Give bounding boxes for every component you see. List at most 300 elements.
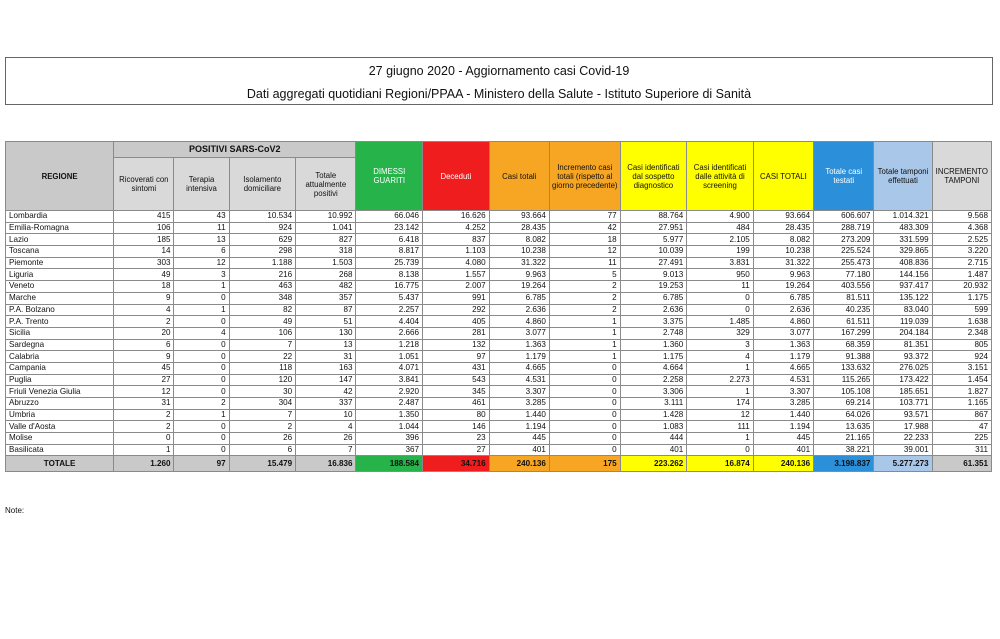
table-row	[6, 246, 992, 258]
table-cell: 329	[687, 327, 754, 339]
table-cell: 3.307	[753, 386, 813, 398]
table-cell: 17.988	[874, 421, 932, 433]
table-cell: 9	[114, 292, 174, 304]
table-cell: 331.599	[874, 234, 932, 246]
table-row	[6, 222, 992, 234]
table-cell: 0	[549, 398, 620, 410]
table-cell: 3.306	[620, 386, 687, 398]
table-cell: 38.221	[814, 444, 874, 456]
table-cell: 130	[296, 327, 356, 339]
table-cell: 1.503	[296, 257, 356, 269]
table-cell: 87	[296, 304, 356, 316]
table-cell: 3.220	[932, 246, 991, 258]
table-cell: 2	[114, 421, 174, 433]
table-row	[6, 234, 992, 246]
table-cell: 106	[114, 222, 174, 234]
total-cell: 240.136	[753, 456, 813, 472]
table-cell: 348	[229, 292, 296, 304]
table-cell: 0	[549, 421, 620, 433]
table-cell: 255.473	[814, 257, 874, 269]
total-cell: 188.584	[356, 456, 423, 472]
table-cell: 4.531	[489, 374, 549, 386]
table-cell: 4.665	[753, 362, 813, 374]
table-cell: 80	[423, 409, 490, 421]
table-cell: 924	[229, 222, 296, 234]
table-cell: 42	[296, 386, 356, 398]
table-cell: 0	[174, 374, 229, 386]
region-name-cell: Abruzzo	[6, 398, 114, 410]
region-name-cell: P.A. Bolzano	[6, 304, 114, 316]
table-cell: 173.422	[874, 374, 932, 386]
table-cell: 403.556	[814, 281, 874, 293]
table-cell: 0	[549, 362, 620, 374]
table-cell: 445	[753, 433, 813, 445]
region-name-cell: Valle d'Aosta	[6, 421, 114, 433]
table-cell: 1	[549, 316, 620, 328]
table-cell: 367	[356, 444, 423, 456]
table-cell: 7	[229, 409, 296, 421]
col-incremento-casi: Incremento casi totali (rispetto al giorno precedente)	[549, 142, 620, 211]
total-cell: 3.198.837	[814, 456, 874, 472]
table-cell: 19.264	[489, 281, 549, 293]
table-cell: 43	[174, 211, 229, 223]
table-cell: 2.258	[620, 374, 687, 386]
table-cell: 1.363	[753, 339, 813, 351]
table-cell: 1	[687, 386, 754, 398]
table-cell: 329.865	[874, 246, 932, 258]
table-cell: 484	[687, 222, 754, 234]
table-cell: 10.534	[229, 211, 296, 223]
col-sospetto-diagnostico: Casi identificati dal sospetto diagnostico	[620, 142, 687, 211]
table-cell: 1.179	[753, 351, 813, 363]
table-cell: 23.142	[356, 222, 423, 234]
table-cell: 26	[229, 433, 296, 445]
total-cell: 16.874	[687, 456, 754, 472]
table-cell: 106	[229, 327, 296, 339]
col-casi-testati: Totale casi testati	[814, 142, 874, 211]
table-cell: 357	[296, 292, 356, 304]
table-row	[6, 398, 992, 410]
table-cell: 1	[174, 304, 229, 316]
table-cell: 42	[549, 222, 620, 234]
table-cell: 276.025	[874, 362, 932, 374]
table-cell: 0	[114, 433, 174, 445]
table-cell: 2	[549, 292, 620, 304]
table-cell: 22	[229, 351, 296, 363]
table-cell: 1.194	[489, 421, 549, 433]
table-row	[6, 421, 992, 433]
table-cell: 2	[549, 304, 620, 316]
table-cell: 3.285	[753, 398, 813, 410]
table-cell: 3	[687, 339, 754, 351]
table-cell: 1.179	[489, 351, 549, 363]
table-cell: 337	[296, 398, 356, 410]
table-cell: 16.775	[356, 281, 423, 293]
table-cell: 20.932	[932, 281, 991, 293]
table-cell: 318	[296, 246, 356, 258]
table-cell: 401	[753, 444, 813, 456]
table-cell: 2.636	[753, 304, 813, 316]
table-row	[6, 362, 992, 374]
table-cell: 0	[174, 386, 229, 398]
table-cell: 4	[174, 327, 229, 339]
table-cell: 0	[687, 444, 754, 456]
table-cell: 12	[687, 409, 754, 421]
table-cell: 10.039	[620, 246, 687, 258]
table-cell: 0	[174, 421, 229, 433]
table-cell: 0	[687, 292, 754, 304]
table-cell: 2.715	[932, 257, 991, 269]
table-cell: 1.175	[932, 292, 991, 304]
table-cell: 268	[296, 269, 356, 281]
table-cell: 2.273	[687, 374, 754, 386]
table-cell: 9	[114, 351, 174, 363]
table-cell: 31	[114, 398, 174, 410]
table-cell: 1.485	[687, 316, 754, 328]
table-cell: 10.992	[296, 211, 356, 223]
region-name-cell: Marche	[6, 292, 114, 304]
table-cell: 147	[296, 374, 356, 386]
table-cell: 0	[174, 351, 229, 363]
table-cell: 10	[296, 409, 356, 421]
col-tamponi: Totale tamponi effettuati	[874, 142, 932, 211]
table-cell: 2.525	[932, 234, 991, 246]
table-cell: 27	[114, 374, 174, 386]
table-cell: 1.487	[932, 269, 991, 281]
table-cell: 22.233	[874, 433, 932, 445]
table-cell: 93.664	[489, 211, 549, 223]
table-cell: 1.827	[932, 386, 991, 398]
table-cell: 1.041	[296, 222, 356, 234]
table-cell: 13	[174, 234, 229, 246]
table-cell: 805	[932, 339, 991, 351]
table-cell: 867	[932, 409, 991, 421]
table-cell: 6.785	[753, 292, 813, 304]
table-cell: 225.524	[814, 246, 874, 258]
region-name-cell: P.A. Trento	[6, 316, 114, 328]
table-cell: 82	[229, 304, 296, 316]
table-cell: 4	[296, 421, 356, 433]
table-cell: 2	[549, 281, 620, 293]
table-cell: 69.214	[814, 398, 874, 410]
region-name-cell: Emilia-Romagna	[6, 222, 114, 234]
table-cell: 2.920	[356, 386, 423, 398]
total-cell: 1.260	[114, 456, 174, 472]
col-isolamento: Isolamento domiciliare	[229, 158, 296, 211]
table-row	[6, 386, 992, 398]
table-cell: 1.350	[356, 409, 423, 421]
table-cell: 0	[174, 362, 229, 374]
table-cell: 105.108	[814, 386, 874, 398]
region-name-cell: Lombardia	[6, 211, 114, 223]
table-cell: 0	[549, 374, 620, 386]
table-cell: 132	[423, 339, 490, 351]
table-cell: 444	[620, 433, 687, 445]
table-cell: 31	[296, 351, 356, 363]
table-cell: 3.307	[489, 386, 549, 398]
table-cell: 3.831	[687, 257, 754, 269]
table-cell: 163	[296, 362, 356, 374]
table-cell: 31.322	[489, 257, 549, 269]
table-row	[6, 409, 992, 421]
table-row	[6, 327, 992, 339]
table-cell: 0	[549, 409, 620, 421]
table-cell: 2.748	[620, 327, 687, 339]
table-cell: 4.252	[423, 222, 490, 234]
table-cell: 20	[114, 327, 174, 339]
table-cell: 26	[296, 433, 356, 445]
table-cell: 93.372	[874, 351, 932, 363]
report-subtitle: Dati aggregati quotidiani Regioni/PPAA - Ministero della Salute - Istituto Superiore di Sanità	[246, 87, 752, 101]
table-cell: 345	[423, 386, 490, 398]
table-cell: 64.026	[814, 409, 874, 421]
region-name-cell: Umbria	[6, 409, 114, 421]
table-cell: 25.739	[356, 257, 423, 269]
col-incremento-tamponi: INCREMENTO TAMPONI	[932, 142, 991, 211]
total-cell: 175	[549, 456, 620, 472]
table-cell: 1	[174, 281, 229, 293]
table-cell: 185	[114, 234, 174, 246]
table-cell: 408.836	[874, 257, 932, 269]
table-cell: 93.664	[753, 211, 813, 223]
table-cell: 273.209	[814, 234, 874, 246]
table-cell: 19.264	[753, 281, 813, 293]
table-cell: 4	[687, 351, 754, 363]
table-row	[6, 292, 992, 304]
table-cell: 4.860	[753, 316, 813, 328]
table-cell: 3	[174, 269, 229, 281]
table-cell: 463	[229, 281, 296, 293]
table-cell: 2.257	[356, 304, 423, 316]
table-cell: 6	[174, 246, 229, 258]
table-row	[6, 374, 992, 386]
table-cell: 8.082	[489, 234, 549, 246]
table-cell: 2.105	[687, 234, 754, 246]
table-cell: 1.051	[356, 351, 423, 363]
table-cell: 7	[296, 444, 356, 456]
table-cell: 28.435	[489, 222, 549, 234]
table-cell: 837	[423, 234, 490, 246]
table-cell: 119.039	[874, 316, 932, 328]
table-cell: 6	[229, 444, 296, 456]
table-cell: 1	[549, 327, 620, 339]
table-cell: 3.285	[489, 398, 549, 410]
table-cell: 1.014.321	[874, 211, 932, 223]
table-cell: 298	[229, 246, 296, 258]
table-cell: 991	[423, 292, 490, 304]
table-cell: 23	[423, 433, 490, 445]
table-cell: 21.165	[814, 433, 874, 445]
total-cell: 61.351	[932, 456, 991, 472]
table-cell: 4.404	[356, 316, 423, 328]
total-cell: 15.479	[229, 456, 296, 472]
total-row	[6, 456, 992, 472]
table-cell: 0	[549, 444, 620, 456]
table-cell: 47	[932, 421, 991, 433]
table-cell: 81.351	[874, 339, 932, 351]
table-cell: 924	[932, 351, 991, 363]
total-cell: 34.716	[423, 456, 490, 472]
table-cell: 77	[549, 211, 620, 223]
table-cell: 2.487	[356, 398, 423, 410]
table-cell: 3.375	[620, 316, 687, 328]
table-cell: 401	[620, 444, 687, 456]
table-row	[6, 304, 992, 316]
region-name-cell: Molise	[6, 433, 114, 445]
table-cell: 3.151	[932, 362, 991, 374]
table-cell: 111	[687, 421, 754, 433]
table-cell: 311	[932, 444, 991, 456]
table-cell: 61.511	[814, 316, 874, 328]
table-cell: 0	[174, 339, 229, 351]
table-cell: 9.568	[932, 211, 991, 223]
table-cell: 4	[114, 304, 174, 316]
table-cell: 1.175	[620, 351, 687, 363]
region-name-cell: Calabria	[6, 351, 114, 363]
table-cell: 1.363	[489, 339, 549, 351]
col-deceduti: Deceduti	[423, 142, 490, 211]
table-cell: 4.071	[356, 362, 423, 374]
region-name-cell: Veneto	[6, 281, 114, 293]
table-cell: 11	[174, 222, 229, 234]
region-name-cell: Liguria	[6, 269, 114, 281]
table-cell: 1	[549, 339, 620, 351]
table-cell: 1.440	[489, 409, 549, 421]
table-cell: 45	[114, 362, 174, 374]
table-cell: 144.156	[874, 269, 932, 281]
table-cell: 304	[229, 398, 296, 410]
table-cell: 1.165	[932, 398, 991, 410]
table-cell: 49	[229, 316, 296, 328]
table-cell: 0	[549, 433, 620, 445]
table-cell: 3.077	[489, 327, 549, 339]
table-cell: 13.635	[814, 421, 874, 433]
table-cell: 4.665	[489, 362, 549, 374]
table-cell: 2	[114, 409, 174, 421]
table-cell: 6.785	[489, 292, 549, 304]
table-cell: 1	[174, 409, 229, 421]
total-cell: 16.836	[296, 456, 356, 472]
table-cell: 950	[687, 269, 754, 281]
table-cell: 288.719	[814, 222, 874, 234]
table-cell: 292	[423, 304, 490, 316]
table-cell: 2	[229, 421, 296, 433]
table-cell: 1	[549, 351, 620, 363]
total-cell: 5.277.273	[874, 456, 932, 472]
table-cell: 91.388	[814, 351, 874, 363]
table-cell: 16.626	[423, 211, 490, 223]
table-cell: 483.309	[874, 222, 932, 234]
table-row	[6, 211, 992, 223]
col-totale-positivi: Totale attualmente positivi	[296, 158, 356, 211]
table-cell: 281	[423, 327, 490, 339]
table-cell: 396	[356, 433, 423, 445]
table-cell: 599	[932, 304, 991, 316]
total-cell: 223.262	[620, 456, 687, 472]
table-cell: 28.435	[753, 222, 813, 234]
table-cell: 8.817	[356, 246, 423, 258]
table-cell: 1.360	[620, 339, 687, 351]
table-cell: 4.860	[489, 316, 549, 328]
table-cell: 1	[687, 362, 754, 374]
table-cell: 204.184	[874, 327, 932, 339]
table-cell: 77.180	[814, 269, 874, 281]
table-cell: 97	[423, 351, 490, 363]
table-cell: 2.666	[356, 327, 423, 339]
table-cell: 2	[114, 316, 174, 328]
total-label-cell: TOTALE	[6, 456, 114, 472]
table-cell: 135.122	[874, 292, 932, 304]
table-cell: 3.111	[620, 398, 687, 410]
table-cell: 11	[687, 281, 754, 293]
table-cell: 8.082	[753, 234, 813, 246]
table-cell: 11	[549, 257, 620, 269]
table-cell: 185.651	[874, 386, 932, 398]
table-cell: 118	[229, 362, 296, 374]
region-name-cell: Toscana	[6, 246, 114, 258]
table-cell: 27	[423, 444, 490, 456]
table-row	[6, 281, 992, 293]
table-cell: 18	[549, 234, 620, 246]
col-screening: Casi identificati dalle attività di screening	[687, 142, 754, 211]
table-cell: 431	[423, 362, 490, 374]
table-cell: 0	[687, 304, 754, 316]
table-cell: 4.531	[753, 374, 813, 386]
table-cell: 461	[423, 398, 490, 410]
table-cell: 0	[174, 292, 229, 304]
table-cell: 937.417	[874, 281, 932, 293]
region-name-cell: Piemonte	[6, 257, 114, 269]
table-cell: 39.001	[874, 444, 932, 456]
table-cell: 827	[296, 234, 356, 246]
table-cell: 30	[229, 386, 296, 398]
table-cell: 1.454	[932, 374, 991, 386]
table-cell: 13	[296, 339, 356, 351]
table-cell: 543	[423, 374, 490, 386]
col-casi-totali-caps: CASI TOTALI	[753, 142, 813, 211]
table-row	[6, 433, 992, 445]
table-cell: 4.900	[687, 211, 754, 223]
table-cell: 12	[549, 246, 620, 258]
table-cell: 1.194	[753, 421, 813, 433]
table-cell: 68.359	[814, 339, 874, 351]
region-name-cell: Basilicata	[6, 444, 114, 456]
table-row	[6, 316, 992, 328]
table-cell: 415	[114, 211, 174, 223]
table-cell: 6	[114, 339, 174, 351]
table-cell: 1.188	[229, 257, 296, 269]
table-cell: 8.138	[356, 269, 423, 281]
table-cell: 12	[114, 386, 174, 398]
table-cell: 629	[229, 234, 296, 246]
table-cell: 3.841	[356, 374, 423, 386]
table-cell: 2.636	[489, 304, 549, 316]
table-cell: 216	[229, 269, 296, 281]
table-cell: 81.511	[814, 292, 874, 304]
table-cell: 14	[114, 246, 174, 258]
table-cell: 1.440	[753, 409, 813, 421]
table-cell: 5.977	[620, 234, 687, 246]
table-cell: 303	[114, 257, 174, 269]
table-cell: 6.785	[620, 292, 687, 304]
table-cell: 4.664	[620, 362, 687, 374]
col-dimessi: DIMESSI GUARITI	[356, 142, 423, 211]
table-cell: 5.437	[356, 292, 423, 304]
table-cell: 19.253	[620, 281, 687, 293]
table-cell: 93.571	[874, 409, 932, 421]
table-row	[6, 269, 992, 281]
table-cell: 49	[114, 269, 174, 281]
